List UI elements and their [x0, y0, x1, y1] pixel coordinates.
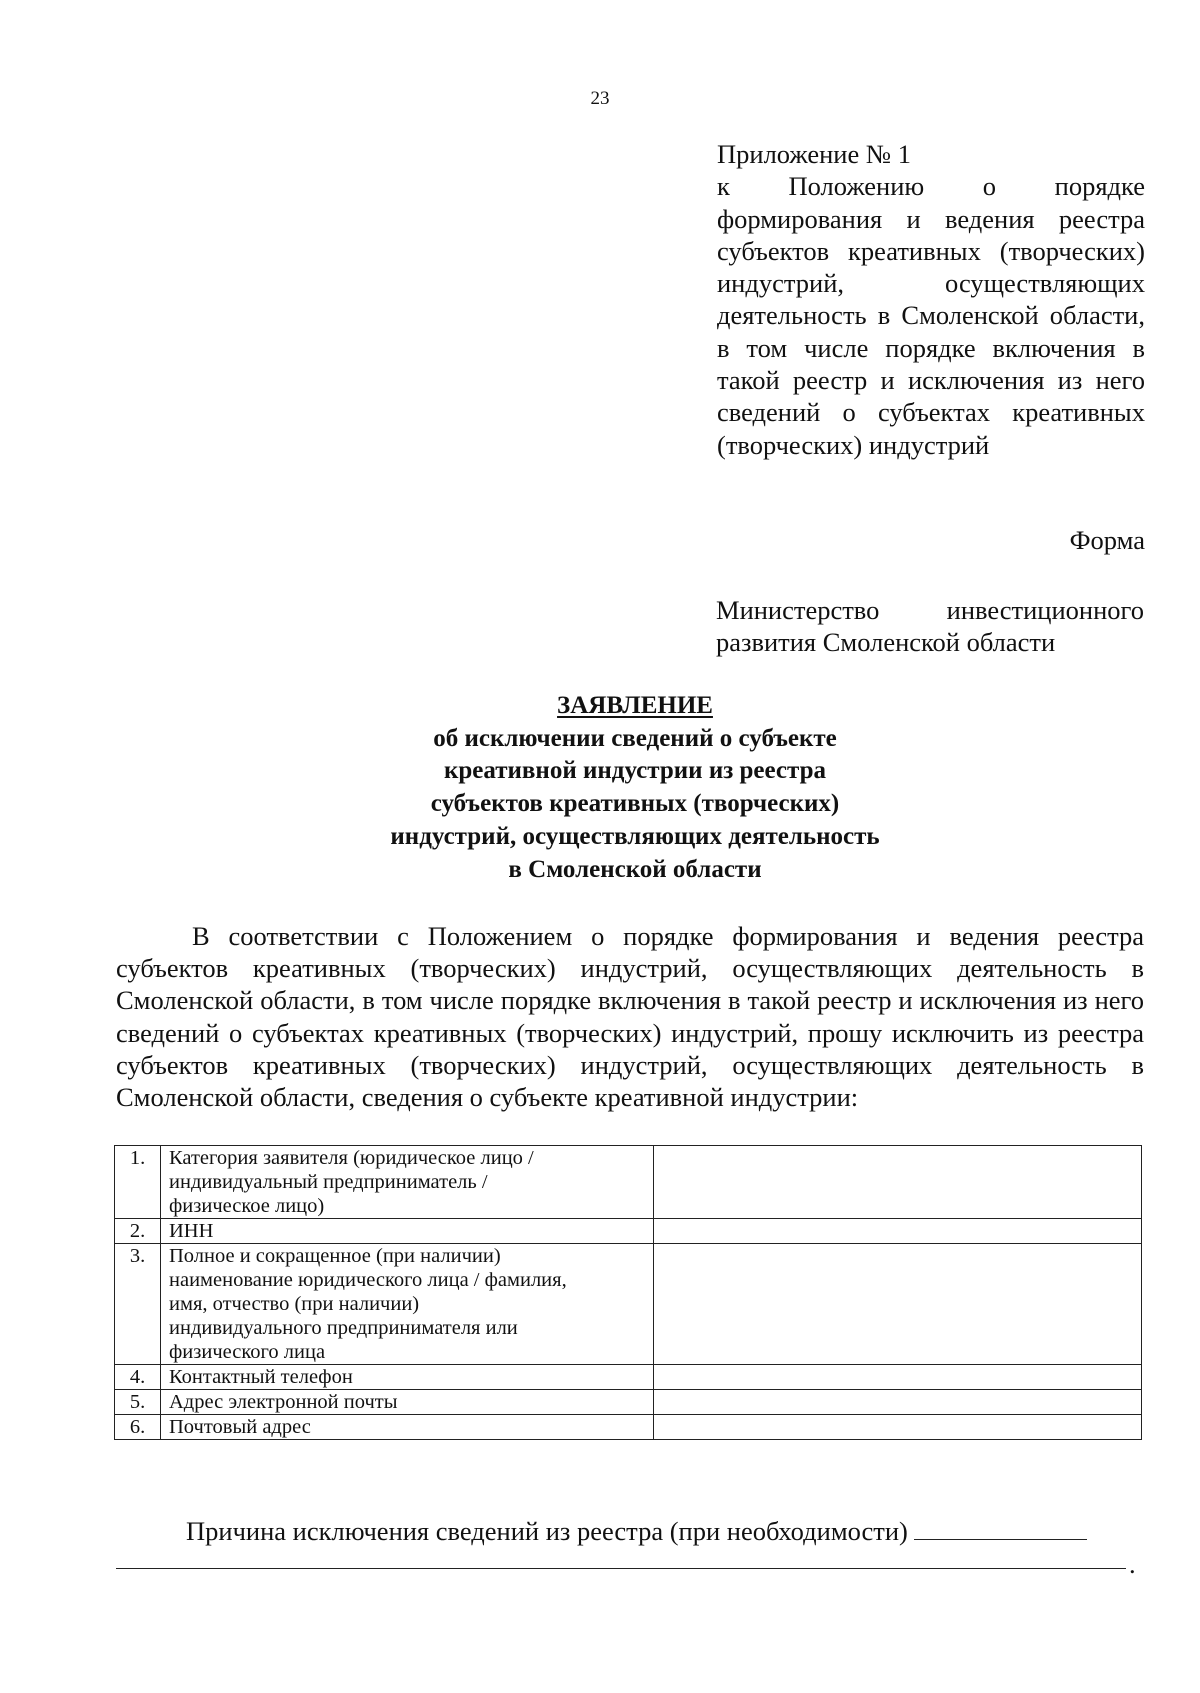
intro-paragraph: В соответствии с Положением о порядке формирования и ведения реестра субъектов креативных (творческих) индустрий, осуществляющих деятельность в Смоленской области, в том числе порядке включения в такой реестр и исключения из него сведений о субъектах креативных (творческих) индустрий, прошу исключить из реестра субъектов креативных (творческих) индустрий, осуществляющих деятельность в Смоленской области, сведения о субъекте креативной индустрии: [116, 921, 1144, 1113]
row-value-field[interactable] [654, 1415, 1142, 1440]
row-label-line: имя, отчество (при наличии) [169, 1293, 420, 1315]
row-label [161, 1219, 654, 1244]
reason-line [186, 1515, 1087, 1547]
row-label-line: физическое лицо) [169, 1195, 325, 1217]
row-label-line: индивидуального предпринимателя или [169, 1317, 518, 1339]
row-label [161, 1244, 654, 1365]
row-label-line: Почтовый адрес [169, 1416, 311, 1438]
document-title: ЗАЯВЛЕНИЕ [557, 692, 713, 719]
row-number: 3. [115, 1244, 161, 1365]
heading-line: об исключении сведений о субъекте [433, 724, 837, 752]
row-label-line: Адрес электронной почты [169, 1391, 398, 1413]
row-value-field[interactable] [654, 1244, 1142, 1365]
heading-line: индустрий, осуществляющих деятельность [390, 822, 880, 850]
annex-block [717, 138, 1145, 461]
table-row [115, 1415, 1142, 1440]
table-row [115, 1365, 1142, 1390]
heading-line: креативной индустрии из реестра [443, 757, 827, 785]
heading-line: субъектов креативных (творческих) [430, 790, 840, 818]
row-label [161, 1146, 654, 1219]
row-value-field[interactable] [654, 1146, 1142, 1219]
row-label-line: наименование юридического лица / фамилия, [169, 1269, 567, 1291]
applicant-info-table [114, 1145, 1142, 1440]
annex-reference: к Положению о порядке формирования и ведения реестра субъектов креативных (творческих) индустрий, осуществляющих деятельность в Смоленской области, в том числе порядке включения в такой реестр и исключения из него сведений о субъектах креативных (творческих) индустрий [717, 171, 1145, 460]
form-label: Форма [1069, 525, 1145, 555]
heading-line: в Смоленской области [508, 855, 762, 883]
table-row [115, 1219, 1142, 1244]
row-label-line: физического лица [169, 1341, 326, 1363]
row-value-field[interactable] [654, 1365, 1142, 1390]
row-number: 1. [115, 1146, 161, 1219]
row-number: 2. [115, 1219, 161, 1244]
row-label [161, 1365, 654, 1390]
row-label [161, 1415, 654, 1440]
row-label-line: ИНН [169, 1220, 214, 1242]
table-row [115, 1146, 1142, 1219]
row-number: 5. [115, 1390, 161, 1415]
reason-continuation-blank[interactable] [116, 1568, 1126, 1569]
row-label [161, 1390, 654, 1415]
page-number: 23 [590, 88, 610, 109]
document-heading [0, 690, 1200, 886]
row-number: 4. [115, 1365, 161, 1390]
row-label-line: Полное и сокращенное (при наличии) [169, 1245, 501, 1267]
reason-end-mark: . [1129, 1549, 1136, 1579]
addressee: Министерство инвестиционного развития Смоленской области [716, 595, 1144, 657]
row-value-field[interactable] [654, 1219, 1142, 1244]
table-row [115, 1390, 1142, 1415]
row-label-line: Категория заявителя (юридическое лицо / [169, 1147, 534, 1169]
row-number: 6. [115, 1415, 161, 1440]
annex-title: Приложение № 1 [717, 139, 912, 169]
reason-blank-field[interactable] [914, 1515, 1087, 1540]
row-label-line: индивидуальный предприниматель / [169, 1171, 488, 1193]
table-row [115, 1244, 1142, 1365]
row-value-field[interactable] [654, 1390, 1142, 1415]
reason-label: Причина исключения сведений из реестра (при необходимости) [186, 1516, 908, 1546]
row-label-line: Контактный телефон [169, 1366, 353, 1388]
